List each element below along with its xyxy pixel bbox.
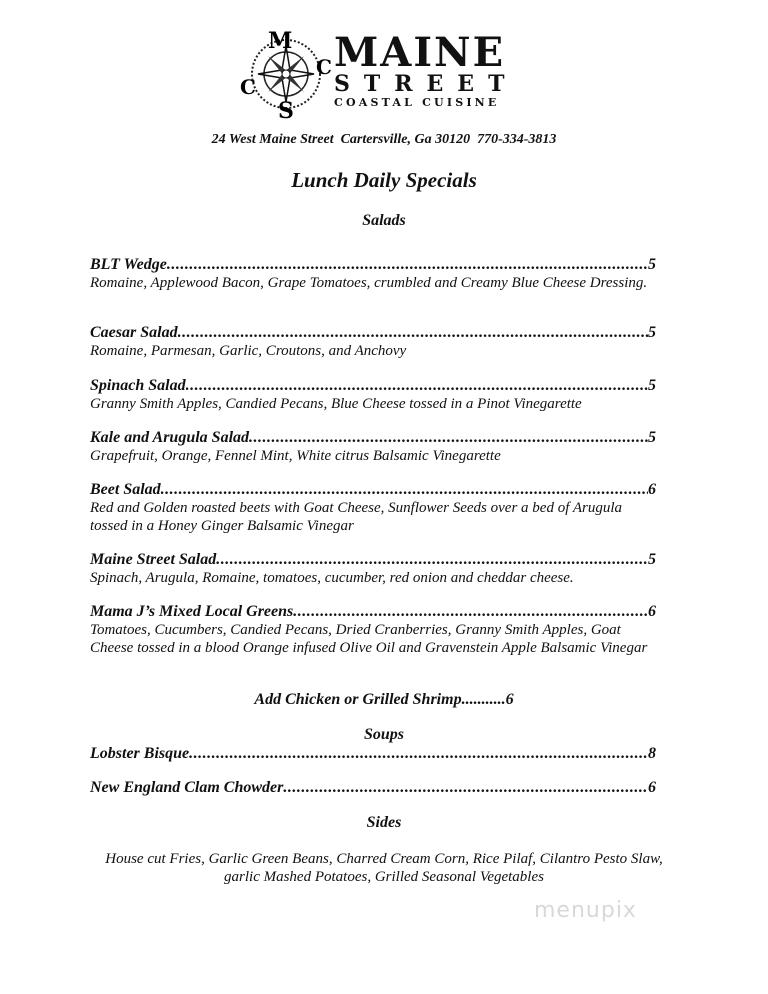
brand-line-1: MAINE: [334, 29, 506, 76]
item-price: 5: [648, 377, 656, 394]
leader-dots: [283, 779, 648, 797]
item-description: Grapefruit, Orange, Fennel Mint, White citrus Balsamic Vinegarette: [90, 448, 501, 464]
item-description: Granny Smith Apples, Candied Pecans, Blue Cheese tossed in a Pinot Vinegarette: [90, 396, 582, 412]
leader-dots: [161, 481, 648, 499]
item-description: Tomatoes, Cucumbers, Candied Pecans, Dried Cranberries, Granny Smith Apples, Goat Cheese tossed in a blood Orange infused Olive Oil and Gravenstein Apple Balsamic Vinegar: [90, 622, 648, 656]
item-price: 6: [648, 481, 656, 498]
menu-item: [90, 481, 656, 535]
brand-line-3: COASTAL CUISINE: [334, 96, 500, 109]
item-description: Spinach, Arugula, Romaine, tomatoes, cucumber, red onion and cheddar cheese.: [90, 570, 574, 586]
item-price: 5: [648, 256, 656, 273]
menu-item: [90, 256, 656, 292]
item-price: 5: [648, 324, 656, 341]
item-price: 8: [648, 745, 656, 762]
leader-dots: [249, 429, 648, 447]
compass-icon: [238, 28, 334, 120]
leader-dots: [167, 256, 648, 274]
watermark: menupix: [534, 898, 637, 923]
item-name: Kale and Arugula Salad: [90, 429, 250, 446]
menu-item: [90, 324, 656, 360]
leader-dots: [178, 324, 648, 342]
item-price: 5: [648, 551, 656, 568]
sides-heading: Sides: [366, 814, 402, 831]
leader-dots: [186, 377, 648, 395]
leader-dots: [216, 551, 648, 569]
item-description: Romaine, Applewood Bacon, Grape Tomatoes, crumbled and Creamy Blue Cheese Dressing.: [90, 275, 648, 291]
brand-line-2: STREET: [334, 71, 519, 97]
item-price: 6: [648, 603, 656, 620]
item-description: Red and Golden roasted beets with Goat Cheese, Sunflower Seeds over a bed of Arugula tossed in a Honey Ginger Balsamic Vinegar: [90, 500, 623, 534]
item-name: BLT Wedge: [90, 256, 167, 273]
svg-text:C: C: [240, 75, 256, 99]
salads-heading: Salads: [362, 212, 406, 229]
menu-item: [90, 745, 656, 763]
menu-item: [90, 779, 656, 797]
menu-item: [90, 551, 656, 587]
soups-heading: Soups: [363, 726, 405, 743]
item-name: Spinach Salad: [90, 377, 186, 394]
menu-item: [90, 603, 656, 657]
item-name: Lobster Bisque: [90, 745, 190, 762]
addon-line: Add Chicken or Grilled Shrimp...........6: [254, 691, 514, 708]
item-name: New England Clam Chowder: [90, 779, 284, 796]
item-description: Romaine, Parmesan, Garlic, Croutons, and Anchovy: [90, 343, 407, 359]
item-price: 5: [648, 429, 656, 446]
leader-dots: [293, 603, 648, 621]
menu-item: [90, 429, 656, 465]
brand-name: [334, 29, 519, 110]
item-name: Caesar Salad: [90, 324, 178, 341]
leader-dots: [189, 745, 648, 763]
item-price: 6: [648, 779, 656, 796]
svg-text:M: M: [268, 28, 293, 54]
item-name: Beet Salad: [90, 481, 161, 498]
address: 24 West Maine Street Cartersville, Ga 30120 770-334-3813: [211, 132, 557, 147]
item-name: Mama J’s Mixed Local Greens: [90, 603, 294, 620]
page-title: Lunch Daily Specials: [291, 168, 477, 192]
sides-list: House cut Fries, Garlic Green Beans, Charred Cream Corn, Rice Pilaf, Cilantro Pesto Slaw, garlic Mashed Potatoes, Grilled Seasonal Vegetables: [105, 851, 663, 885]
item-name: Maine Street Salad: [90, 551, 217, 568]
svg-text:S: S: [278, 98, 294, 120]
svg-text:C: C: [316, 55, 332, 79]
menu-item: [90, 377, 656, 413]
